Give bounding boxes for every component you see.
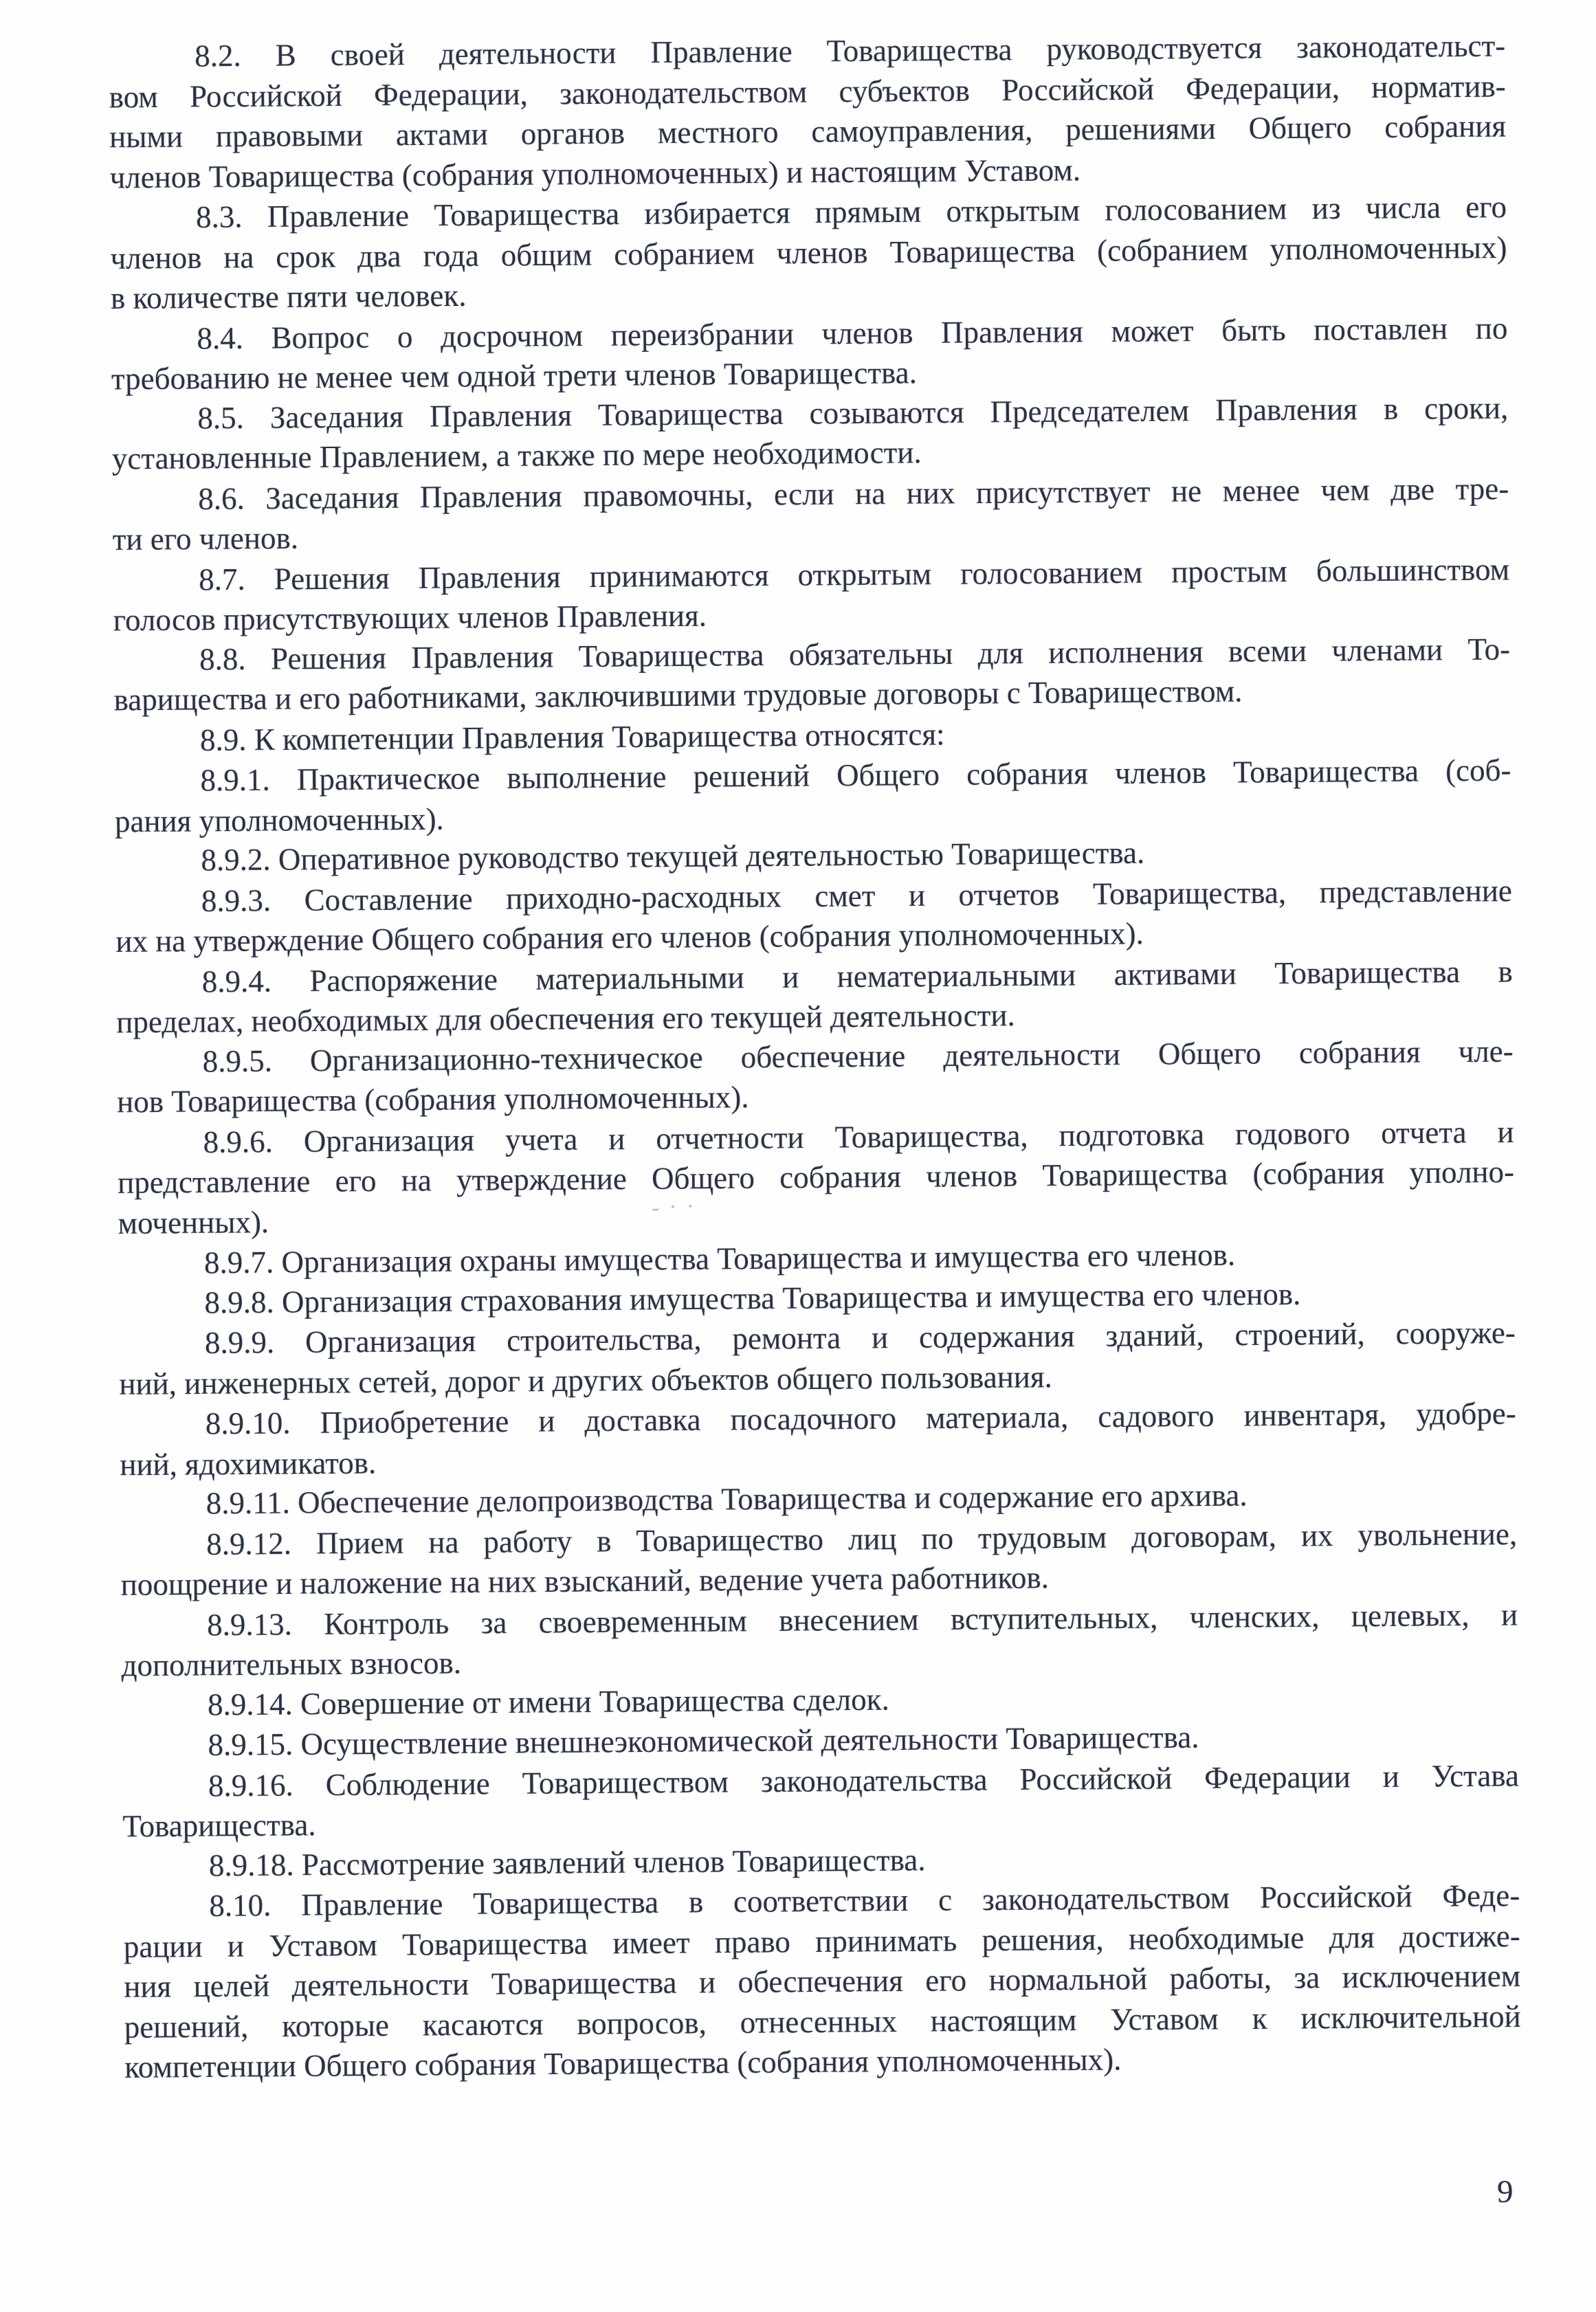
- page-number: 9: [1497, 2174, 1514, 2210]
- text-line: 8.9.16. Соблюдение Товариществом законодательства Российской Федерации и Устава: [208, 1757, 1520, 1803]
- text-line: компетенции Общего собрания Товарищества (собрания уполномоченных).: [124, 2042, 1122, 2085]
- text-line: 8.3. Правление Товарищества избирается прямым открытым голосованием из числа его: [195, 190, 1507, 235]
- text-line: рации и Уставом Товарищества имеет право принимать решения, необходимые для достиже-: [123, 1918, 1520, 1964]
- paragraph-8.10: [123, 1876, 1521, 2087]
- text-line: представление его на утверждение Общего собрания членов Товарищества (собрания уполно-: [117, 1154, 1515, 1200]
- text-line: членов на срок два года общим собранием членов Товарищества (собранием уполномоченных): [110, 230, 1507, 276]
- text-line: ти его членов.: [112, 520, 299, 557]
- text-line: ными правовыми актами органов местного самоуправления, решениями Общего собрания: [109, 109, 1507, 155]
- paragraph-8.7: [113, 549, 1510, 641]
- text-line: установленные Правлением, а также по мере необходимости.: [111, 435, 922, 476]
- text-line: ния целей деятельности Товарищества и обеспечения его нормальной работы, за исключением: [124, 1958, 1521, 2004]
- text-line: 8.2. В своей деятельности Правление Товарищества руководствуется законодательст-: [195, 28, 1506, 74]
- paragraph-8.4: [111, 308, 1508, 399]
- text-line: 8.8. Решения Правления Товарищества обязательны для исполнения всеми членами То-: [199, 632, 1511, 676]
- text-line: 8.9. К компетенции Правления Товарищества относятся:: [199, 716, 945, 757]
- paragraph-8.9.6: [117, 1111, 1514, 1243]
- text-line: ний, инженерных сетей, дорог и других объектов общего пользования.: [119, 1359, 1052, 1401]
- text-line: 8.4. Вопрос о досрочном переизбрании членов Правления может быть поставлен по: [197, 311, 1508, 356]
- text-line: 8.9.8. Организация страхования имущества Товарищества и имущества его членов.: [204, 1276, 1301, 1320]
- paragraph-8.9.13: [121, 1594, 1518, 1686]
- paragraph-8.2: [109, 26, 1507, 198]
- text-line: моченных).: [118, 1204, 269, 1241]
- text-line: 8.9.9. Организация строительства, ремонта и содержания зданий, строений, сооруже-: [204, 1315, 1516, 1360]
- text-line: 8.9.14. Совершение от имени Товарищества сделок.: [207, 1682, 889, 1722]
- text-line: Товарищества.: [122, 1808, 316, 1844]
- text-line: в количестве пяти человек.: [110, 278, 467, 315]
- scan-artifact-mark: -··: [651, 1193, 705, 1221]
- text-line: 8.9.15. Осуществление внешнеэкономической деятельности Товарищества.: [208, 1720, 1199, 1762]
- text-line: 8.9.11. Обеспечение делопроизводства Товарищества и содержание его архива.: [206, 1478, 1248, 1521]
- paragraph-8.9.12: [120, 1513, 1518, 1605]
- text-line: 8.7. Решения Правления принимаются открытым голосованием простым большинством: [199, 552, 1510, 597]
- text-line: 8.9.12. Прием на работу в Товарищество лиц по трудовым договорам, их увольнение,: [206, 1516, 1518, 1561]
- text-line: 8.9.13. Контроль за своевременным внесением вступительных, членских, целевых, и: [206, 1597, 1518, 1642]
- paragraph-8.8: [113, 629, 1511, 720]
- paragraph-8.9.5: [116, 1031, 1514, 1122]
- text-line: 8.9.18. Рассмотрение заявлений членов Товарищества.: [208, 1842, 926, 1882]
- text-line: пределах, необходимых для обеспечения его текущей деятельности.: [116, 998, 1015, 1040]
- paragraph-8.9.9: [119, 1313, 1516, 1404]
- document-text: [109, 26, 1521, 2087]
- paragraph-8.9.10: [120, 1393, 1517, 1485]
- text-line: дополнительных взносов.: [121, 1645, 462, 1683]
- text-line: 8.9.10. Приобретение и доставка посадочного материала, садового инвентаря, удобре-: [205, 1396, 1516, 1441]
- text-line: решений, которые касаются вопросов, отнесенных настоящим Уставом к исключительной: [124, 1999, 1521, 2045]
- text-line: 8.9.5. Организационно-техническое обеспечение деятельности Общего собрания чле-: [202, 1033, 1514, 1078]
- text-line: 8.9.1. Практическое выполнение решений Общего собрания членов Товарищества (соб-: [200, 753, 1511, 798]
- text-line: 8.9.2. Оперативное руководство текущей деятельностью Товарищества.: [201, 835, 1145, 878]
- text-line: членов Товарищества (собрания уполномоченных) и настоящим Уставом.: [109, 152, 1081, 194]
- text-line: 8.9.3. Составление приходно-расходных смет и отчетов Товарищества, представление: [201, 873, 1513, 918]
- text-line: требованию не менее чем одной трети членов Товарищества.: [111, 355, 918, 397]
- text-line: рания уполномоченных).: [114, 801, 444, 838]
- text-line: поощрение и наложение на них взысканий, ведение учета работников.: [120, 1560, 1050, 1602]
- text-line: 8.9.7. Организация охраны имущества Товарищества и имущества его членов.: [203, 1237, 1236, 1280]
- paragraph-8.9.4: [116, 951, 1514, 1043]
- paragraph-8.3: [110, 187, 1507, 318]
- paragraph-8.6: [112, 469, 1509, 560]
- paragraph-8.9.3: [115, 871, 1513, 962]
- text-line: 8.5. Заседания Правления Товарищества созываются Председателем Правления в сроки,: [197, 390, 1509, 436]
- paragraph-8.9.1: [114, 751, 1511, 842]
- text-line: вом Российской Федерации, законодательством субъектов Российской Федерации, норматив-: [109, 69, 1506, 114]
- paragraph-8.5: [111, 388, 1509, 479]
- text-line: 8.9.4. Распоряжение материальными и нематериальными активами Товарищества в: [201, 953, 1513, 999]
- text-line: нов Товарищества (собрания уполномоченных).: [116, 1080, 749, 1120]
- text-line: голосов присутствующих членов Правления.: [113, 598, 707, 638]
- text-line: их на утверждение Общего собрания его членов (собрания уполномоченных).: [115, 916, 1144, 959]
- text-line: варищества и его работниками, заключившими трудовые договоры с Товариществом.: [113, 674, 1243, 718]
- text-line: 8.6. Заседания Правления правомочны, если на них присутствует не менее чем две тре-: [198, 471, 1509, 516]
- paragraph-8.9.16: [122, 1755, 1520, 1847]
- text-line: 8.10. Правление Товарищества в соответствии с законодательством Российской Феде-: [209, 1878, 1520, 1923]
- text-line: ний, ядохимикатов.: [120, 1445, 377, 1482]
- text-line: 8.9.6. Организация учета и отчетности Товарищества, подготовка годового отчета и: [203, 1114, 1514, 1159]
